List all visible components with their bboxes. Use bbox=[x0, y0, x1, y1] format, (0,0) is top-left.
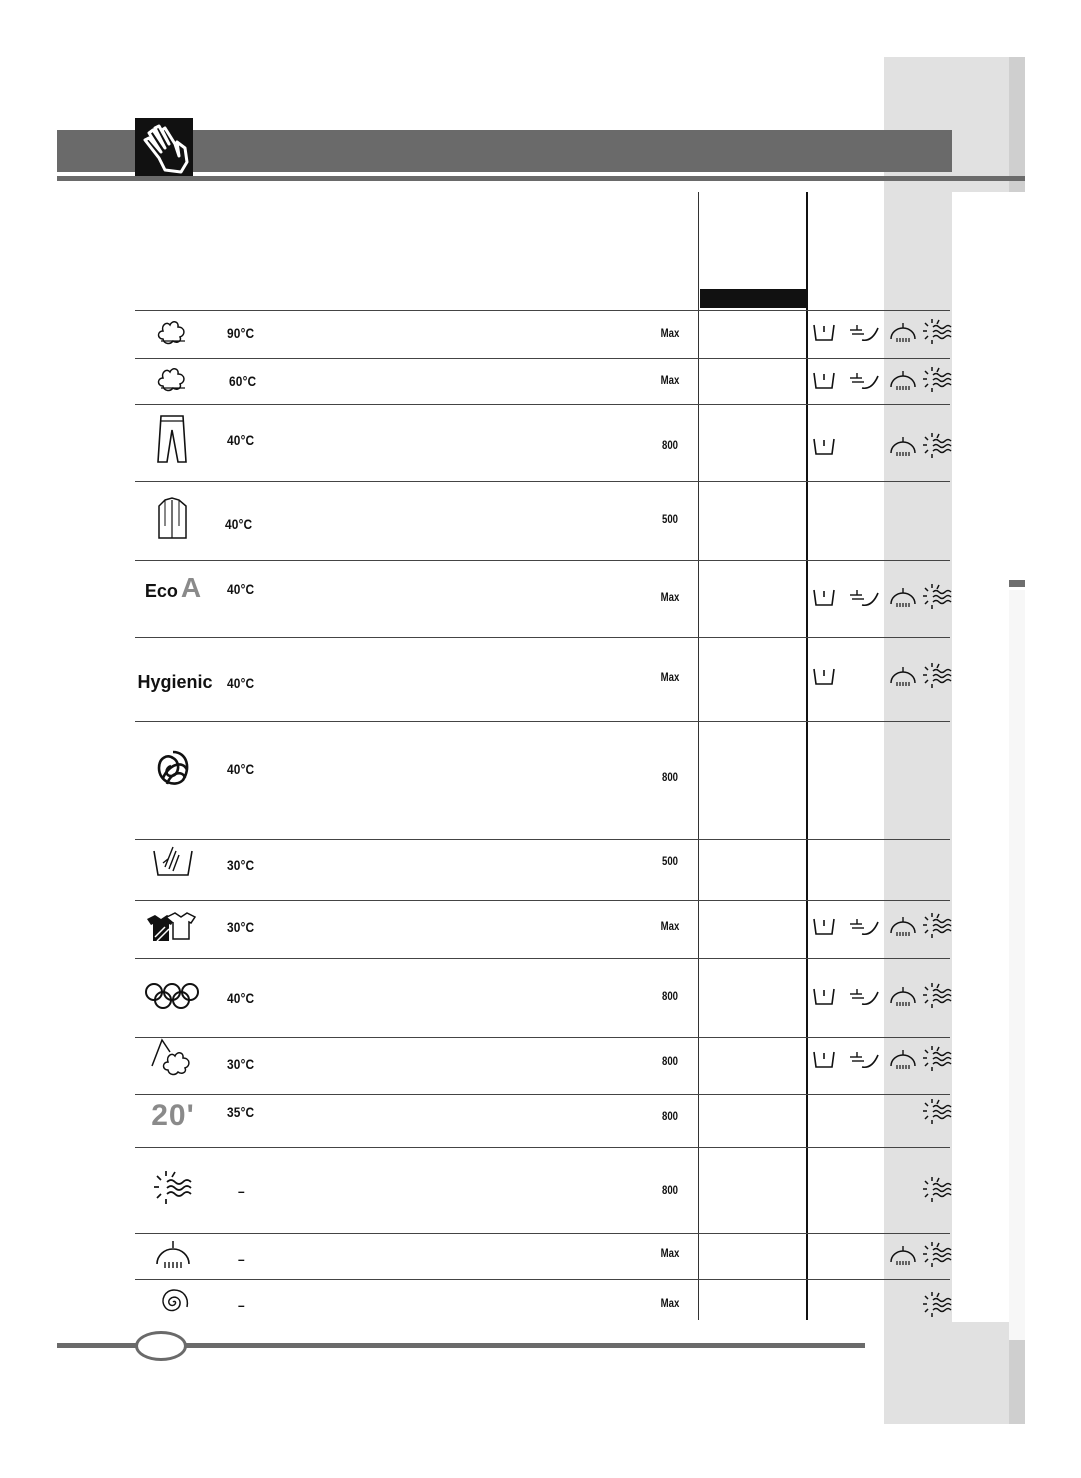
wash-icon bbox=[848, 587, 882, 609]
spin-icon bbox=[922, 982, 952, 1010]
mixed-colours-icon bbox=[135, 911, 211, 958]
program-phases bbox=[812, 914, 952, 944]
prewash-basin-icon bbox=[812, 436, 836, 458]
program-spin-speed: 800 bbox=[661, 770, 679, 784]
program-spin-speed: Max bbox=[660, 373, 680, 387]
spin-icon bbox=[922, 432, 952, 460]
rinse-icon bbox=[888, 322, 918, 344]
row-divider bbox=[135, 721, 950, 722]
prewash-basin-icon bbox=[812, 587, 836, 609]
wool-icon bbox=[135, 748, 211, 804]
program-temperature: 90°C bbox=[227, 325, 255, 341]
wash-icon bbox=[848, 916, 882, 938]
row-divider bbox=[135, 358, 950, 359]
prewash-basin-icon bbox=[812, 370, 836, 392]
prewash-basin-icon bbox=[812, 986, 836, 1008]
program-temperature: 40°C bbox=[227, 581, 255, 597]
program-spin-speed: Max bbox=[660, 590, 680, 604]
header-rule bbox=[57, 176, 1025, 181]
sport-rings-icon bbox=[135, 981, 211, 1022]
row-divider bbox=[135, 1037, 950, 1038]
column-header-marker bbox=[700, 289, 806, 308]
side-tab-strip bbox=[1009, 590, 1025, 1340]
row-divider bbox=[135, 560, 950, 561]
program-spin-speed: 800 bbox=[661, 1054, 679, 1068]
program-temperature: 40°C bbox=[227, 990, 255, 1006]
program-temperature: 30°C bbox=[227, 857, 255, 873]
program-spin-speed: 800 bbox=[661, 1109, 679, 1123]
wash-icon bbox=[848, 370, 882, 392]
hygienic-label-text: Hygienic bbox=[137, 672, 213, 692]
program-spin-speed: Max bbox=[660, 670, 680, 684]
prewash-basin-icon bbox=[812, 1049, 836, 1071]
program-temperature: 40°C bbox=[227, 761, 255, 777]
program-spin-speed: 800 bbox=[661, 989, 679, 1003]
row-divider bbox=[135, 839, 950, 840]
row-divider bbox=[135, 1279, 950, 1280]
spin-icon bbox=[922, 1241, 952, 1269]
row-divider bbox=[135, 1147, 950, 1148]
prewash-basin-icon bbox=[812, 322, 836, 344]
rinse-icon bbox=[888, 587, 918, 609]
program-temperature: 30°C bbox=[227, 1056, 255, 1072]
rinse-icon bbox=[888, 666, 918, 688]
quick-20-icon bbox=[135, 1100, 211, 1137]
cold-cotton-icon bbox=[135, 1036, 211, 1098]
program-spin-speed: 500 bbox=[661, 854, 679, 868]
page-number-oval bbox=[135, 1331, 187, 1361]
program-phases bbox=[812, 1178, 952, 1208]
hygienic-label bbox=[135, 671, 215, 695]
side-tab-marker bbox=[1009, 580, 1025, 587]
column-divider bbox=[698, 192, 699, 1320]
program-phases bbox=[812, 1293, 952, 1323]
row-divider bbox=[135, 958, 950, 959]
row-divider bbox=[135, 1094, 950, 1095]
program-temperature: 30°C bbox=[227, 919, 255, 935]
hand-icon bbox=[135, 118, 193, 176]
wash-icon bbox=[848, 986, 882, 1008]
prewash-basin-icon bbox=[812, 666, 836, 688]
spin-icon bbox=[922, 318, 952, 346]
rinse-icon bbox=[888, 436, 918, 458]
wash-icon bbox=[848, 1049, 882, 1071]
program-temperature: – bbox=[238, 1251, 245, 1267]
program-phases bbox=[812, 1100, 952, 1130]
quick-20-label: 20' bbox=[151, 1099, 195, 1132]
spin-icon bbox=[922, 1045, 952, 1073]
rinse-icon bbox=[888, 1245, 918, 1267]
program-temperature: 35°C bbox=[227, 1104, 255, 1120]
program-spin-speed: Max bbox=[660, 326, 680, 340]
drain-spiral-icon bbox=[135, 1285, 211, 1332]
program-temperature: 40°C bbox=[225, 516, 253, 532]
spin-icon bbox=[135, 1170, 211, 1220]
row-divider bbox=[135, 310, 950, 311]
program-spin-speed: 800 bbox=[661, 438, 679, 452]
program-spin-speed: 500 bbox=[661, 512, 679, 526]
rinse-icon bbox=[135, 1240, 211, 1284]
cotton-icon bbox=[135, 366, 211, 404]
spin-icon bbox=[922, 912, 952, 940]
eco-label: Eco bbox=[144, 581, 178, 601]
spin-icon bbox=[922, 662, 952, 690]
prewash-basin-icon bbox=[812, 916, 836, 938]
spin-icon bbox=[922, 1291, 952, 1319]
row-divider bbox=[135, 404, 950, 405]
program-spin-speed: Max bbox=[660, 1296, 680, 1310]
program-temperature: 40°C bbox=[227, 432, 255, 448]
column-divider bbox=[806, 192, 808, 1320]
spin-icon bbox=[922, 583, 952, 611]
row-divider bbox=[135, 637, 950, 638]
spin-icon bbox=[922, 366, 952, 394]
eco-letter: A bbox=[180, 572, 202, 603]
spin-icon bbox=[922, 1176, 952, 1204]
jeans-icon bbox=[135, 414, 211, 488]
rinse-icon bbox=[888, 986, 918, 1008]
row-divider bbox=[135, 1233, 950, 1234]
row-divider bbox=[135, 1320, 698, 1321]
rinse-icon bbox=[888, 370, 918, 392]
program-temperature: 40°C bbox=[227, 675, 255, 691]
program-phases bbox=[812, 1047, 952, 1077]
program-phases bbox=[812, 664, 952, 694]
rinse-icon bbox=[888, 916, 918, 938]
program-temperature: 60°C bbox=[229, 373, 257, 389]
program-phases bbox=[812, 585, 952, 615]
program-spin-speed: Max bbox=[660, 1246, 680, 1260]
spin-icon bbox=[922, 1098, 952, 1126]
shirt-icon bbox=[135, 496, 211, 564]
row-divider bbox=[135, 481, 950, 482]
rinse-icon bbox=[888, 1049, 918, 1071]
row-divider bbox=[135, 900, 950, 901]
cotton-icon bbox=[135, 319, 211, 357]
program-spin-speed: Max bbox=[660, 919, 680, 933]
eco-a-icon bbox=[135, 574, 211, 607]
program-phases bbox=[812, 434, 952, 464]
program-temperature: – bbox=[238, 1297, 245, 1313]
program-phases bbox=[812, 1243, 952, 1273]
program-spin-speed: 800 bbox=[661, 1183, 679, 1197]
program-phases bbox=[812, 368, 952, 398]
program-phases bbox=[812, 320, 952, 350]
program-temperature: – bbox=[238, 1183, 245, 1199]
program-phases bbox=[812, 984, 952, 1014]
handwash-icon bbox=[135, 843, 211, 896]
wash-icon bbox=[848, 322, 882, 344]
